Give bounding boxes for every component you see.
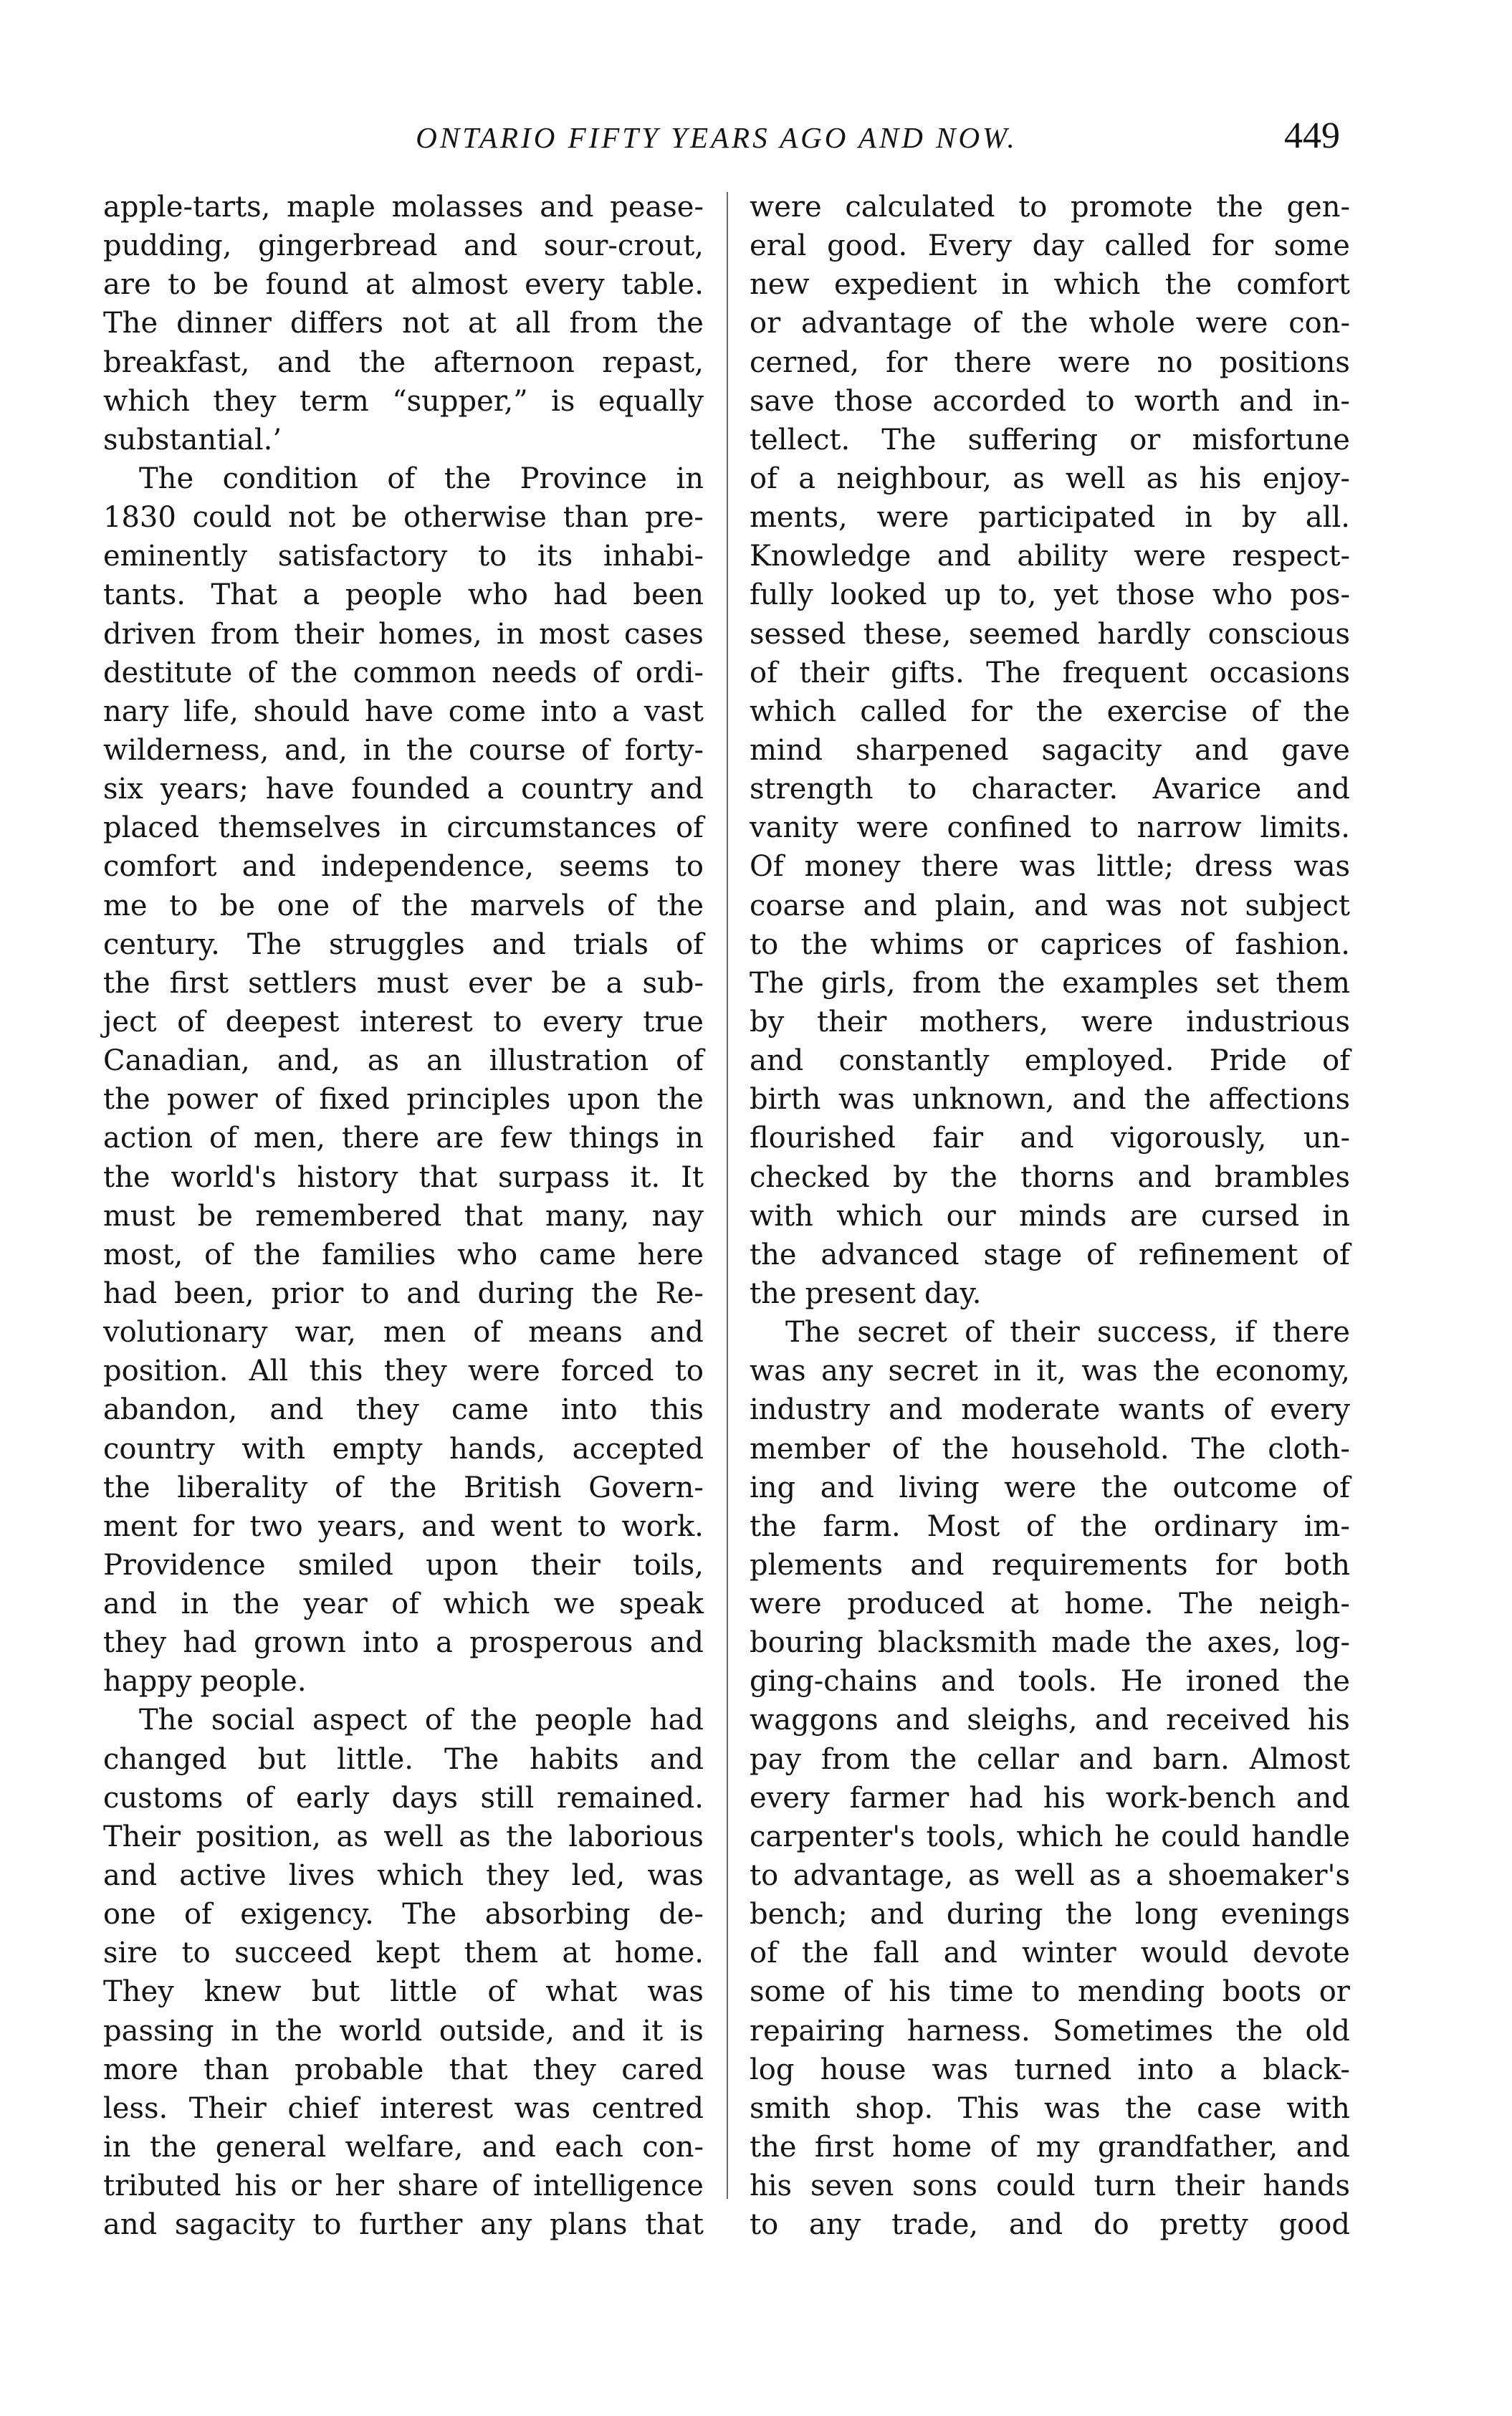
text-line: Knowledge and ability were respect-: [750, 540, 1350, 573]
text-line: pudding, gingerbread and sour-crout,: [103, 229, 704, 263]
text-line: coarse and plain, and was not subject: [750, 889, 1350, 922]
text-line: of a neighbour, as well as his enjoy-: [750, 462, 1350, 495]
page-number: 449: [1284, 115, 1340, 156]
text-line: and constantly employed. Pride of: [750, 1044, 1350, 1078]
text-column-right: [750, 188, 1350, 2302]
text-line: placed themselves in circumstances of: [103, 811, 704, 845]
text-line: country with empty hands, accepted: [103, 1432, 704, 1466]
text-line: ject of deepest interest to every true: [103, 1005, 704, 1039]
text-line: eminently satisfactory to its inhabi-: [103, 540, 704, 573]
text-line: with which our minds are cursed in: [750, 1199, 1350, 1233]
text-line: every farmer had his work-bench and: [750, 1781, 1350, 1815]
text-line: repairing harness. Sometimes the old: [750, 2014, 1350, 2048]
text-line: save those accorded to worth and in-: [750, 384, 1350, 418]
text-line: the farm. Most of the ordinary im-: [750, 1509, 1350, 1543]
text-line: The social aspect of the people had: [139, 1704, 704, 1737]
text-line: ment for two years, and went to work.: [103, 1509, 704, 1543]
text-line: which they term “supper,” is equally: [103, 384, 704, 418]
text-line: breakfast, and the afternoon repast,: [103, 345, 704, 379]
text-line: bouring blacksmith made the axes, log-: [750, 1626, 1350, 1660]
text-line: plements and requirements for both: [750, 1548, 1350, 1582]
text-line: most, of the families who came here: [103, 1238, 704, 1271]
text-line: driven from their homes, in most cases: [103, 617, 704, 651]
text-line: volutionary war, men of means and: [103, 1316, 704, 1350]
text-line: passing in the world outside, and it is: [103, 2014, 704, 2048]
text-line: industry and moderate wants of every: [750, 1393, 1350, 1427]
text-line: changed but little. The habits and: [103, 1742, 704, 1776]
text-line: are to be found at almost every table.: [103, 268, 704, 302]
text-line: 1830 could not be otherwise than pre-: [103, 501, 704, 535]
text-line: were calculated to promote the gen-: [750, 191, 1350, 224]
text-line: The secret of their success, if there: [785, 1316, 1350, 1350]
text-line: in the general welfare, and each con-: [103, 2131, 704, 2164]
text-line: position. All this they were forced to: [103, 1355, 704, 1388]
text-line: flourished fair and vigorously, un-: [750, 1122, 1350, 1155]
text-line: sessed these, seemed hardly conscious: [750, 617, 1350, 651]
text-line: nary life, should have come into a vast: [103, 694, 704, 728]
text-line: action of men, there are few things in: [103, 1122, 704, 1155]
text-line: by their mothers, were industrious: [750, 1005, 1350, 1039]
running-head: ONTARIO FIFTY YEARS AGO AND NOW.: [416, 121, 1018, 154]
text-line: to any trade, and do pretty good: [750, 2208, 1350, 2242]
text-line: one of exigency. The absorbing de-: [103, 1898, 704, 1932]
text-line: abandon, and they came into this: [103, 1393, 704, 1427]
text-line: mind sharpened sagacity and gave: [750, 733, 1350, 767]
text-line: member of the household. The cloth-: [750, 1432, 1350, 1466]
text-line: comfort and independence, seems to: [103, 850, 704, 884]
text-line: was any secret in it, was the economy,: [750, 1355, 1350, 1388]
text-line: carpenter's tools, which he could handle: [750, 1820, 1350, 1853]
text-line: which called for the exercise of the: [750, 694, 1350, 728]
text-line: happy people.: [103, 1665, 307, 1699]
text-column-left: [103, 188, 704, 2302]
column-divider: [727, 192, 728, 2199]
text-line: the liberality of the British Govern-: [103, 1471, 704, 1504]
text-line: tributed his or her share of intelligence: [103, 2169, 704, 2203]
text-line: Of money there was little; dress was: [750, 850, 1350, 884]
text-line: some of his time to mending boots or: [750, 1975, 1350, 2009]
text-line: me to be one of the marvels of the: [103, 889, 704, 922]
text-line: tellect. The suffering or misfortune: [750, 423, 1350, 457]
text-line: to advantage, as well as a shoemaker's: [750, 1859, 1350, 1893]
text-line: strength to character. Avarice and: [750, 773, 1350, 806]
text-line: century. The struggles and trials of: [103, 927, 704, 961]
text-line: log house was turned into a black-: [750, 2053, 1350, 2086]
text-line: were produced at home. The neigh-: [750, 1587, 1350, 1621]
text-line: ging-chains and tools. He ironed the: [750, 1665, 1350, 1699]
text-line: they had grown into a prosperous and: [103, 1626, 704, 1660]
text-line: vanity were confined to narrow limits.: [750, 811, 1350, 845]
text-line: the world's history that surpass it. It: [103, 1160, 704, 1194]
text-line: waggons and sleighs, and received his: [750, 1704, 1350, 1737]
text-line: and sagacity to further any plans that: [103, 2208, 704, 2242]
text-line: the first settlers must ever be a sub-: [103, 966, 704, 1000]
text-line: sire to succeed kept them at home.: [103, 1937, 704, 1970]
text-line: had been, prior to and during the Re-: [103, 1276, 704, 1310]
text-line: the advanced stage of refinement of: [750, 1238, 1350, 1271]
text-line: pay from the cellar and barn. Almost: [750, 1742, 1350, 1776]
text-line: fully looked up to, yet those who pos-: [750, 578, 1350, 612]
text-line: less. Their chief interest was centred: [103, 2091, 704, 2125]
text-line: of the fall and winter would devote: [750, 1937, 1350, 1970]
text-line: and in the year of which we speak: [103, 1587, 704, 1621]
text-line: The girls, from the examples set them: [750, 966, 1350, 1000]
text-line: Canadian, and, as an illustration of: [103, 1044, 704, 1078]
text-line: checked by the thorns and brambles: [750, 1160, 1350, 1194]
text-line: birth was unknown, and the affections: [750, 1083, 1350, 1117]
text-line: They knew but little of what was: [103, 1975, 704, 2009]
text-line: Providence smiled upon their toils,: [103, 1548, 704, 1582]
text-line: Their position, as well as the laborious: [103, 1820, 704, 1853]
text-line: wilderness, and, in the course of forty-: [103, 733, 704, 767]
text-line: tants. That a people who had been: [103, 578, 704, 612]
text-line: of their gifts. The frequent occasions: [750, 656, 1350, 689]
text-line: The condition of the Province in: [139, 462, 704, 495]
text-line: bench; and during the long evenings: [750, 1898, 1350, 1932]
text-line: The dinner differs not at all from the: [103, 307, 704, 340]
text-line: apple-tarts, maple molasses and pease-: [103, 191, 704, 224]
text-line: six years; have founded a country and: [103, 773, 704, 806]
text-line: the first home of my grandfather, and: [750, 2131, 1350, 2164]
text-line: smith shop. This was the case with: [750, 2091, 1350, 2125]
text-line: to the whims or caprices of fashion.: [750, 927, 1350, 961]
text-line: new expedient in which the comfort: [750, 268, 1350, 302]
text-line: and active lives which they led, was: [103, 1859, 704, 1893]
text-line: must be remembered that many, nay: [103, 1199, 704, 1233]
text-line: or advantage of the whole were con-: [750, 307, 1350, 340]
text-line: his seven sons could turn their hands: [750, 2169, 1350, 2203]
text-line: the present day.: [750, 1276, 982, 1310]
text-line: ing and living were the outcome of: [750, 1471, 1350, 1504]
text-line: the power of fixed principles upon the: [103, 1083, 704, 1117]
text-line: customs of early days still remained.: [103, 1781, 704, 1815]
text-line: more than probable that they cared: [103, 2053, 704, 2086]
text-line: destitute of the common needs of ordi-: [103, 656, 704, 689]
text-line: substantial.’: [103, 423, 282, 457]
text-line: ments, were participated in by all.: [750, 501, 1350, 535]
text-line: eral good. Every day called for some: [750, 229, 1350, 263]
text-line: cerned, for there were no positions: [750, 345, 1350, 379]
